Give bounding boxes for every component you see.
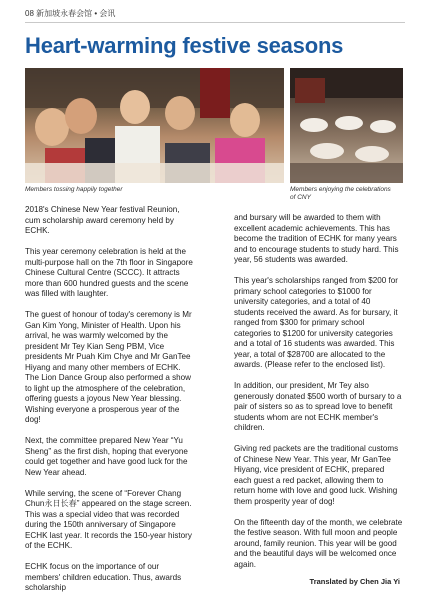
paragraph: The guest of honour of today's ceremony is Mr Gan Kim Yong, Minister of Health. Upon his arrival, he was warmly welcomed by the president Mr Tey Kian Seng PBM, Vice presidents Mr Puah Kim Chye and Mr GanTee Hiyang and many other members of ECHK. The Lion Dance Group also performed a show to light up the atmosphere of the celebration, offering guests a joyous New Year blessing. Wishing everyone a prosperous year of the dog! [25, 310, 192, 424]
paragraph: While serving, the scene of “Forever Chang Chun永日长春” appeared on the stage screen. This was a special video that was recorded during the 150th anniversary of Singapore ECHK last year. It records the 150-year history of the ECHK. [25, 488, 192, 550]
paragraph: ECHK focus on the importance of our members' children education. Thus, awards scholarship [25, 562, 182, 592]
photo-members-tossing [25, 68, 284, 183]
page-number: 08 [25, 9, 34, 18]
paragraph: and bursary will be awarded to them with excellent academic achievements. This has become the tradition of ECHK for many years and to encourage students to study hard. This year, 56 students was awarded. [234, 213, 399, 264]
translator-credit: Translated by Chen Jia Yi [309, 577, 400, 586]
caption-line: of CNY [290, 194, 311, 201]
header-divider [25, 22, 405, 23]
paragraph: This year ceremony celebration is held at the multi-purpose hall on the 7th floor in Singapore Chinese Cultural Centre (SCCC). It attracts more than 600 hundred guests and the scene was filled with laughter. [25, 247, 193, 298]
paragraph: 2018's Chinese New Year festival Reunion, cum scholarship award ceremony held by ECHK. [25, 205, 180, 235]
paragraph: This year's scholarships ranged from $200 for primary school categories to $1000 for university categories, and a total of 40 students received the award. As for bursary, it ranged from $300 for primary school categories to $1200 for university categories and a total of 16 students was awarded. This year, a total of $28700 are allocated to the awards. (Please refer to the enclosed list). [234, 276, 398, 369]
page-header [25, 8, 405, 22]
photo-members-celebrating [290, 68, 403, 183]
paragraph: Next, the committee prepared New Year “Yu Sheng” as the first dish, hoping that everyone could get together and have good luck for the New Year ahead. [25, 436, 188, 477]
paragraph: Giving red packets are the traditional customs of Chinese New Year. This year, Mr GanTee Hiyang, vice president of ECHK, prepared each guest a red packet, allowing them to return home with love and good luck. Wishing them prosperity year of dog! [234, 444, 399, 506]
paragraph: In addition, our president, Mr Tey also generously donated $500 worth of bursary to a pair of sisters so as to spread love to benefit students whom are not ECHK member's children. [234, 381, 402, 432]
photo-caption-left: Members tossing happily together [25, 186, 123, 193]
caption-line: Members enjoying the celebrations [290, 186, 391, 193]
article-column-left [25, 205, 194, 600]
photo-caption-right [290, 186, 403, 202]
publication-name: 新加坡永春会馆 • 会讯 [36, 9, 116, 18]
article-column-right [234, 213, 403, 581]
article-headline: Heart-warming festive seasons [25, 33, 344, 58]
paragraph: On the fifteenth day of the month, we celebrate the festive season. With full moon and people around, family reunion. This year will be good and the beautiful days will be welcomed once again. [234, 517, 403, 569]
